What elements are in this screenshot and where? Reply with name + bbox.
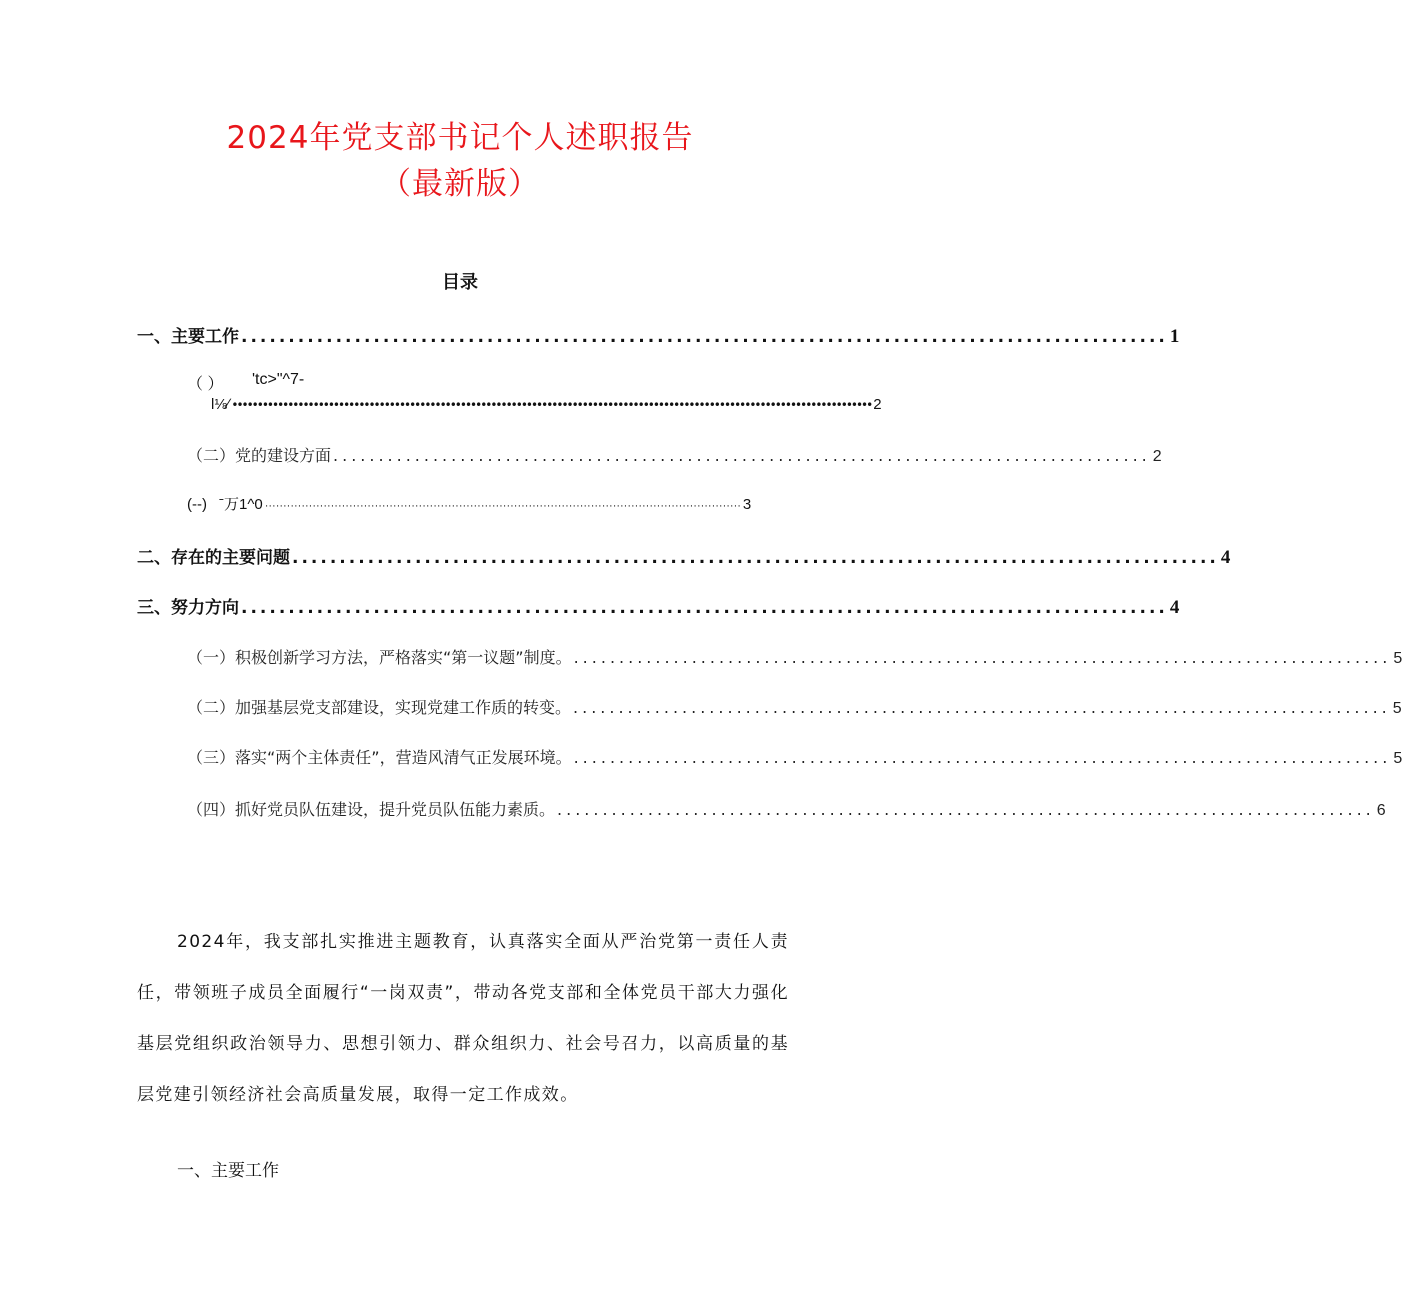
toc-entry[interactable] <box>137 543 1231 569</box>
toc-leader-dots: •••••••••••••••••••••••••••••••••••••••••••••••••••••••••••••••••••••••••••••••••••••••••••••••••••••••••••••••••••••••••••••• <box>231 398 872 412</box>
toc-leader-dots: ·································································································································· <box>264 500 741 512</box>
toc-leader-dots: .......................................................................................... <box>573 698 1391 717</box>
toc-entry-label: （三）落实“两个主体责任”，营造风清气正发展环境。 <box>187 748 572 767</box>
toc-entry-garbled-text: l⅛∕ <box>211 396 230 413</box>
toc-entry-page: 4 <box>1220 547 1231 568</box>
toc-entry-label: （二）党的建设方面 <box>187 446 332 465</box>
toc-leader-dots: .................................................................................................. <box>241 598 1168 618</box>
toc-entry-garbled-text: ˉ万1^0 <box>218 496 263 513</box>
toc-entry-page: 3 <box>742 496 752 513</box>
toc-entry[interactable] <box>137 593 1180 619</box>
toc-entry[interactable] <box>187 797 1386 820</box>
document-title: 2024年党支部书记个人述职报告 <box>226 120 694 156</box>
intro-paragraph: 2024年，我支部扎实推进主题教育，认真落实全面从严治党第一责任人责任，带领班子成员全面履行“一岗双责”，带动各党支部和全体党员干部大力强化基层党组织政治领导力、思想引领力、群众组织力、社会号召力，以高质量的基层党建引领经济社会高质量发展，取得一定工作成效。 <box>137 932 789 1105</box>
toc-leader-dots: .................................................................................................. <box>241 327 1168 347</box>
toc-entry-page: 5 <box>1393 750 1402 767</box>
section-heading: 一、主要工作 <box>177 1161 279 1181</box>
toc-entry-page: 1 <box>1169 326 1180 347</box>
toc-entry-label: (--) <box>187 496 207 513</box>
toc-entry-page: 2 <box>1152 448 1162 465</box>
toc-entry-page: 2 <box>873 396 882 413</box>
toc-entry[interactable] <box>187 443 1162 466</box>
toc-entry[interactable] <box>187 745 1402 768</box>
toc-entry[interactable] <box>187 493 752 514</box>
toc-entry[interactable] <box>187 695 1402 718</box>
toc-entry-label: （ ） <box>187 376 224 393</box>
toc-entry-label: （二）加强基层党支部建设，实现党建工作质的转变。 <box>187 698 572 717</box>
document-subtitle: （最新版） <box>380 166 540 202</box>
toc-leader-dots: .......................................................................................... <box>573 648 1392 667</box>
toc-entry-label: （一）积极创新学习方法，严格落实“第一议题”制度。 <box>187 648 572 667</box>
toc-entry-page: 5 <box>1393 650 1402 667</box>
toc-heading: 目录 <box>442 272 478 293</box>
toc-entry-page: 4 <box>1169 597 1180 618</box>
toc-entry[interactable] <box>137 322 1180 348</box>
toc-entry[interactable] <box>187 645 1402 668</box>
toc-entry-label: （四）抓好党员队伍建设，提升党员队伍能力素质。 <box>187 800 556 819</box>
toc-entry-page: 5 <box>1392 700 1402 717</box>
toc-entry-label: 二、存在的主要问题 <box>137 548 290 568</box>
toc-leader-dots: .......................................................................................... <box>573 748 1392 767</box>
toc-entry-page: 6 <box>1376 802 1386 819</box>
toc-leader-dots: .................................................................................................. <box>292 548 1219 568</box>
toc-entry-label: 一、主要工作 <box>137 327 239 347</box>
toc-entry-label: 三、努力方向 <box>137 598 239 618</box>
toc-entry-garbled-text: 'tc>"^7- <box>252 371 305 388</box>
toc-leader-dots: .......................................................................................... <box>333 446 1151 465</box>
toc-leader-dots: .......................................................................................... <box>557 800 1375 819</box>
